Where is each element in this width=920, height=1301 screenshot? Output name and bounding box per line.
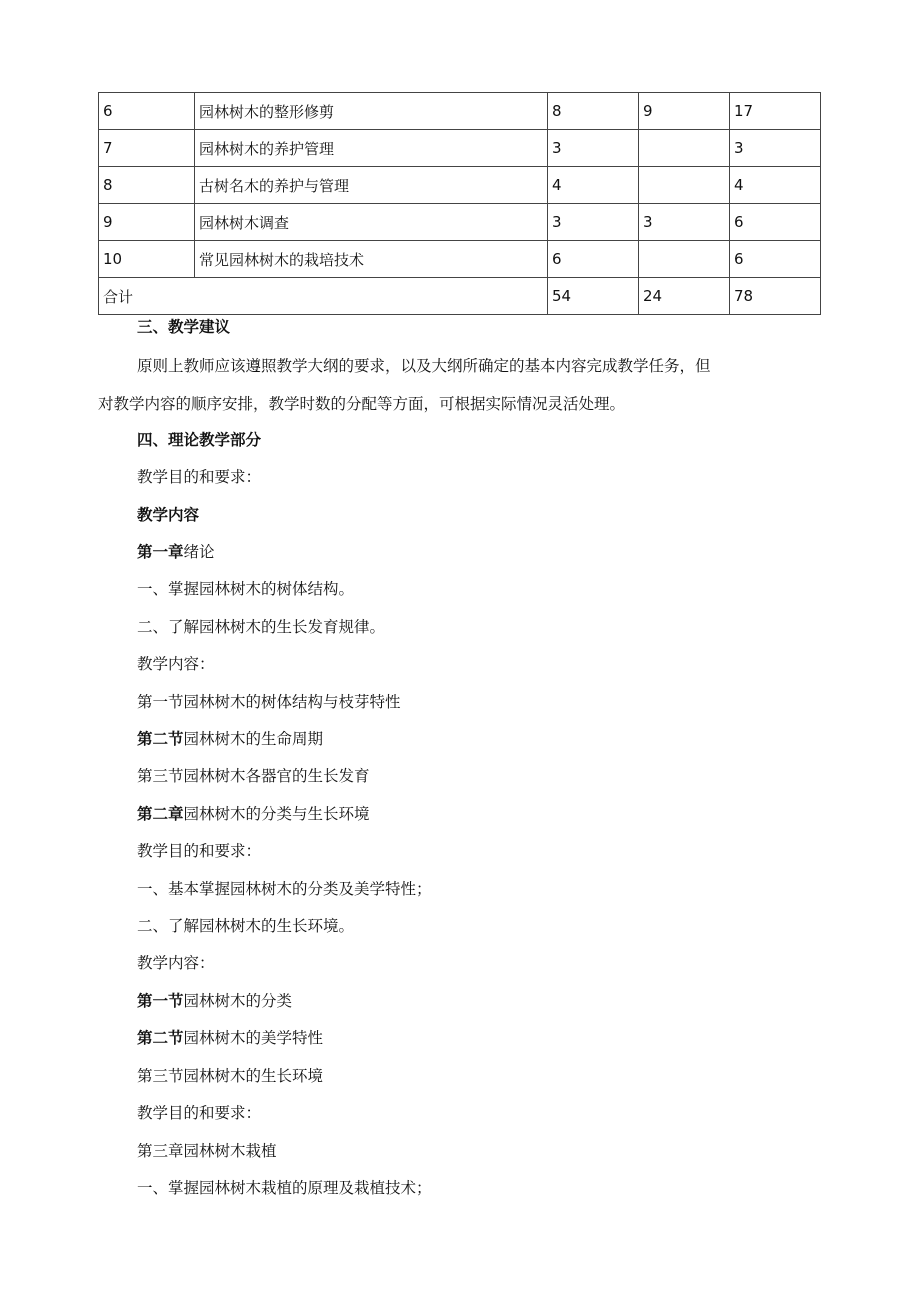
section-label: 第二节 <box>137 729 184 748</box>
row-hours-b <box>639 130 730 167</box>
paragraph-line: 对教学内容的顺序安排，教学时数的分配等方面，可根据实际情况灵活处理。 <box>98 395 626 413</box>
row-hours-a: 6 <box>548 241 639 278</box>
teaching-advice-paragraph <box>98 347 778 423</box>
row-hours-b: 3 <box>639 204 730 241</box>
row-hours-a: 8 <box>548 93 639 130</box>
section-name: 园林树木的美学特性 <box>183 1029 324 1047</box>
chapter-label: 第二章 <box>137 804 184 823</box>
row-hours-b: 9 <box>639 93 730 130</box>
chapter-label: 第一章 <box>137 542 184 561</box>
row-hours-b <box>639 241 730 278</box>
section-name: 园林树木的生命周期 <box>183 730 324 748</box>
row-hours-b <box>639 167 730 204</box>
row-number: 7 <box>99 130 195 167</box>
section-heading-teaching-advice: 三、教学建议 <box>137 317 231 336</box>
row-title: 园林树木调查 <box>195 204 548 241</box>
total-hours-b: 24 <box>639 278 730 315</box>
content-label: 教学内容： <box>137 954 215 972</box>
goals-label: 教学目的和要求： <box>137 842 262 860</box>
row-title: 古树名木的养护与管理 <box>195 167 548 204</box>
goals-label: 教学目的和要求： <box>137 468 262 486</box>
row-hours-total: 6 <box>730 241 821 278</box>
paragraph-line: 原则上教师应该遵照教学大纲的要求，以及大纲所确定的基本内容完成教学任务，但 <box>137 357 711 375</box>
content-heading: 教学内容 <box>137 505 200 524</box>
chapter-3-title: 第三章园林树木栽植 <box>137 1142 277 1160</box>
goals-label: 教学目的和要求： <box>137 1104 262 1122</box>
section-title: 第一节园林树木的树体结构与枝芽特性 <box>137 693 401 711</box>
section-name: 园林树木的分类 <box>183 992 293 1010</box>
course-hours-table <box>98 92 821 315</box>
total-label: 合计 <box>99 278 548 315</box>
row-hours-total: 6 <box>730 204 821 241</box>
table-row <box>99 204 821 241</box>
content-label: 教学内容： <box>137 655 215 673</box>
section-label: 第二节 <box>137 1028 184 1047</box>
chapter-1-title <box>137 542 215 562</box>
row-number: 9 <box>99 204 195 241</box>
row-number: 6 <box>99 93 195 130</box>
chapter-name: 绪论 <box>183 543 215 561</box>
total-hours-a: 54 <box>548 278 639 315</box>
section-title: 第三节园林树木各器官的生长发育 <box>137 767 370 785</box>
row-hours-a: 3 <box>548 130 639 167</box>
list-item: 二、了解园林树木的生长发育规律。 <box>137 618 386 636</box>
section-label: 第一节 <box>137 991 184 1010</box>
table-row <box>99 167 821 204</box>
chapter-2-title <box>137 804 370 824</box>
row-title: 园林树木的整形修剪 <box>195 93 548 130</box>
row-number: 10 <box>99 241 195 278</box>
row-title: 常见园林树木的栽培技术 <box>195 241 548 278</box>
section-title <box>137 729 323 749</box>
row-title: 园林树木的养护管理 <box>195 130 548 167</box>
row-hours-total: 17 <box>730 93 821 130</box>
section-title <box>137 1028 323 1048</box>
table-total-row <box>99 278 821 315</box>
list-item: 一、掌握园林树木的树体结构。 <box>137 580 355 598</box>
row-hours-total: 4 <box>730 167 821 204</box>
total-hours-total: 78 <box>730 278 821 315</box>
table-row <box>99 93 821 130</box>
section-title: 第三节园林树木的生长环境 <box>137 1067 324 1085</box>
list-item: 一、基本掌握园林树木的分类及美学特性； <box>137 880 432 898</box>
row-hours-a: 3 <box>548 204 639 241</box>
table-row <box>99 241 821 278</box>
row-number: 8 <box>99 167 195 204</box>
row-hours-total: 3 <box>730 130 821 167</box>
section-title <box>137 991 292 1011</box>
list-item: 二、了解园林树木的生长环境。 <box>137 917 355 935</box>
table-row <box>99 130 821 167</box>
chapter-name: 园林树木的分类与生长环境 <box>183 805 370 823</box>
row-hours-a: 4 <box>548 167 639 204</box>
section-heading-theory: 四、理论教学部分 <box>137 430 262 449</box>
list-item: 一、掌握园林树木栽植的原理及栽植技术； <box>137 1179 432 1197</box>
